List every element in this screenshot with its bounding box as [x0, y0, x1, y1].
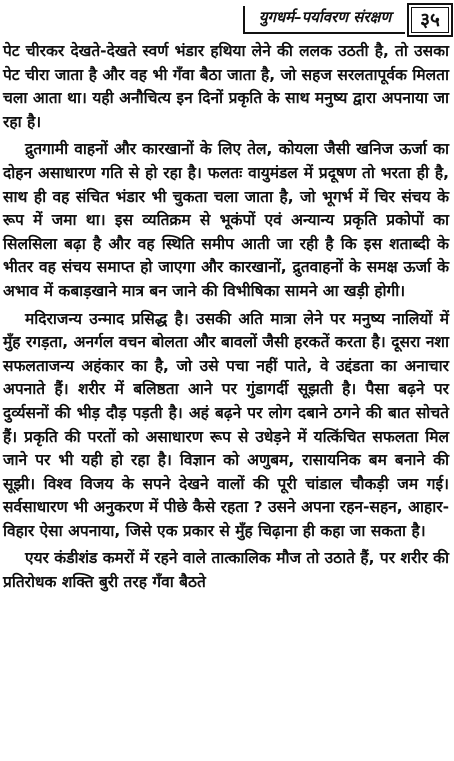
running-title: युगधर्म–पर्यावरण संरक्षण: [243, 6, 405, 34]
paragraph-3: मदिराजन्य उन्माद प्रसिद्ध है। उसकी अति मात्रा लेने पर मनुष्य नालियों में मुँह रगड़ता, अनर्गल वचन बोलता और बावलों जैसी हरकतें करता है। दूसरा नशा सफलताजन्य अहंकार का है, जो उसे पचा नहीं पाते, वे उद्दंडता का अनाचार अपनाते हैं। शरीर में बलिष्ठता आने पर गुंडागर्दी सूझती है। पैसा बढ़ने पर दुर्व्यसनों की भीड़ दौड़ पड़ती है। अहं बढ़ने पर लोग दबाने ठगने की बात सोचते हैं। प्रकृति की परतों को असाधारण रूप से उधेड़ने में यत्किंचित सफलता मिल जाने पर भी यही हो रहा है। विज्ञान को अणुबम, रासायनिक बम बनाने की सूझी। विश्व विजय के सपने देखने वालों की पूरी चांडाल चौकड़ी जम गई। सर्वसाधारण भी अनुकरण में पीछे कैसे रहता ? उसने अपना रहन-सहन, आहार-विहार ऐसा अपनाया, जिसे एक प्रकार से मुँह चिढ़ाना ही कहा जा सकता है।: [3, 309, 449, 540]
paragraph-2: द्रुतगामी वाहनों और कारखानों के लिए तेल, कोयला जैसी खनिज ऊर्जा का दोहन असाधारण गति से हो रहा है। फलतः वायुमंडल में प्रदूषण तो भरता ही है, साथ ही वह संचित भंडार भी चुकता चला जाता है, जो भूगर्भ में चिर संचय के रूप में जमा था। इस व्यतिक्रम से भूकंपों एवं अन्यान्य प्रकृति प्रकोपों का सिलसिला बढ़ा है और वह स्थिति समीप आती जा रही है कि इस शताब्दी के भीतर वह संचय समाप्त हो जाएगा और कारखानों, द्रुतवाहनों के समक्ष ऊर्जा के अभाव में कबाड़खाने मात्र बन जाने की विभीषिका सामने आ खड़ी होगी।: [3, 140, 449, 300]
page-header: [0, 2, 454, 36]
paragraph-4: एयर कंडीशंड कमरों में रहने वाले तात्कालिक मौज तो उठाते हैं, पर शरीर की प्रतिरोधक शक्ति बुरी तरह गँवा बैठते: [3, 549, 449, 592]
page-number: ३५: [407, 3, 453, 37]
paragraph-1: पेट चीरकर देखते-देखते स्वर्ण भंडार हथिया लेने की ललक उठती है, तो उसका पेट चीरा जाता है और वह भी गँवा बैठा जाता है, जो सहज सरलतापूर्वक मिलता चला आता था। यही अनौचित्य इन दिनों प्रकृति के साथ मनुष्य द्वारा अपनाया जा रहा है।: [3, 42, 449, 131]
body-text: [3, 40, 449, 599]
